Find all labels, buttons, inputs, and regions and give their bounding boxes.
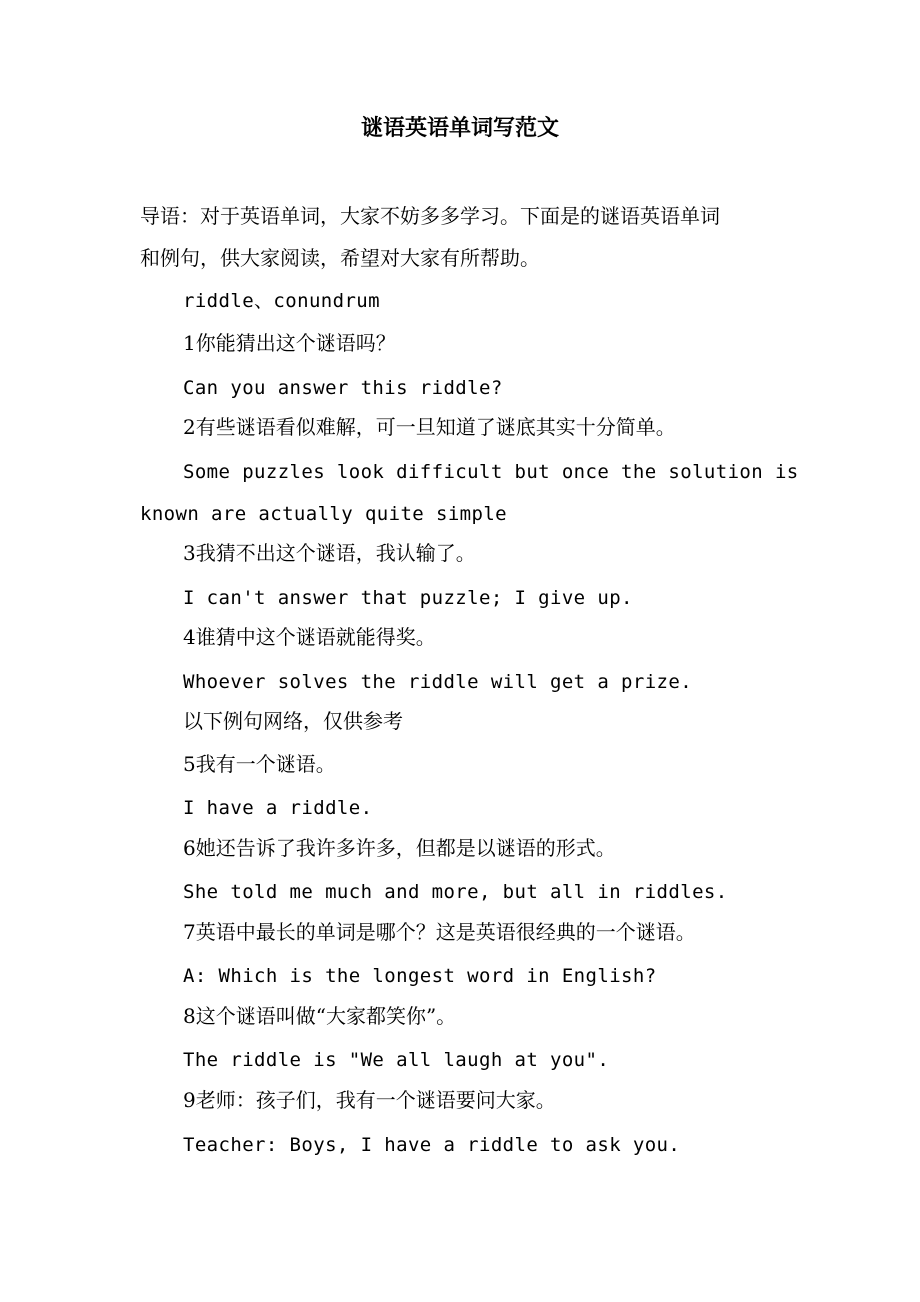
reference-note: 以下例句网络，仅供参考 [183, 709, 403, 733]
example-1-en: Can you answer this riddle? [183, 377, 503, 399]
example-4-cn: 4谁猜中这个谜语就能得奖。 [183, 625, 436, 649]
example-7-en: A: Which is the longest word in English? [183, 965, 657, 987]
intro-line-1: 导语：对于英语单词，大家不妨多多学习。下面是的谜语英语单词 [140, 204, 720, 228]
example-4-en: Whoever solves the riddle will get a prize. [183, 671, 693, 693]
example-6-cn: 6她还告诉了我许多许多，但都是以谜语的形式。 [183, 836, 616, 860]
example-2-en-line-2: known are actually quite simple [140, 503, 508, 525]
example-6-en: She told me much and more, but all in riddles. [183, 881, 728, 903]
document-title: 谜语英语单词写范文 [360, 115, 559, 141]
example-8-cn: 8这个谜语叫做“大家都笑你”。 [183, 1004, 457, 1028]
example-9-cn: 9老师：孩子们，我有一个谜语要问大家。 [183, 1088, 556, 1112]
example-2-cn: 2有些谜语看似难解，可一旦知道了谜底其实十分简单。 [183, 415, 676, 439]
example-3-en: I can't answer that puzzle; I give up. [183, 587, 633, 609]
example-2-en-line-1: Some puzzles look difficult but once the solution is [183, 461, 799, 483]
example-5-cn: 5我有一个谜语。 [183, 752, 336, 776]
example-7-cn: 7英语中最长的单词是哪个？这是英语很经典的一个谜语。 [183, 920, 696, 944]
example-1-cn: 1你能猜出这个谜语吗？ [183, 331, 396, 355]
vocab-term: riddle、conundrum [183, 290, 380, 312]
intro-line-2: 和例句，供大家阅读，希望对大家有所帮助。 [140, 246, 540, 270]
example-5-en: I have a riddle. [183, 797, 373, 819]
example-9-en: Teacher: Boys, I have a riddle to ask you. [183, 1134, 681, 1156]
example-3-cn: 3我猜不出这个谜语，我认输了。 [183, 541, 476, 565]
example-8-en: The riddle is "We all laugh at you". [183, 1049, 610, 1071]
